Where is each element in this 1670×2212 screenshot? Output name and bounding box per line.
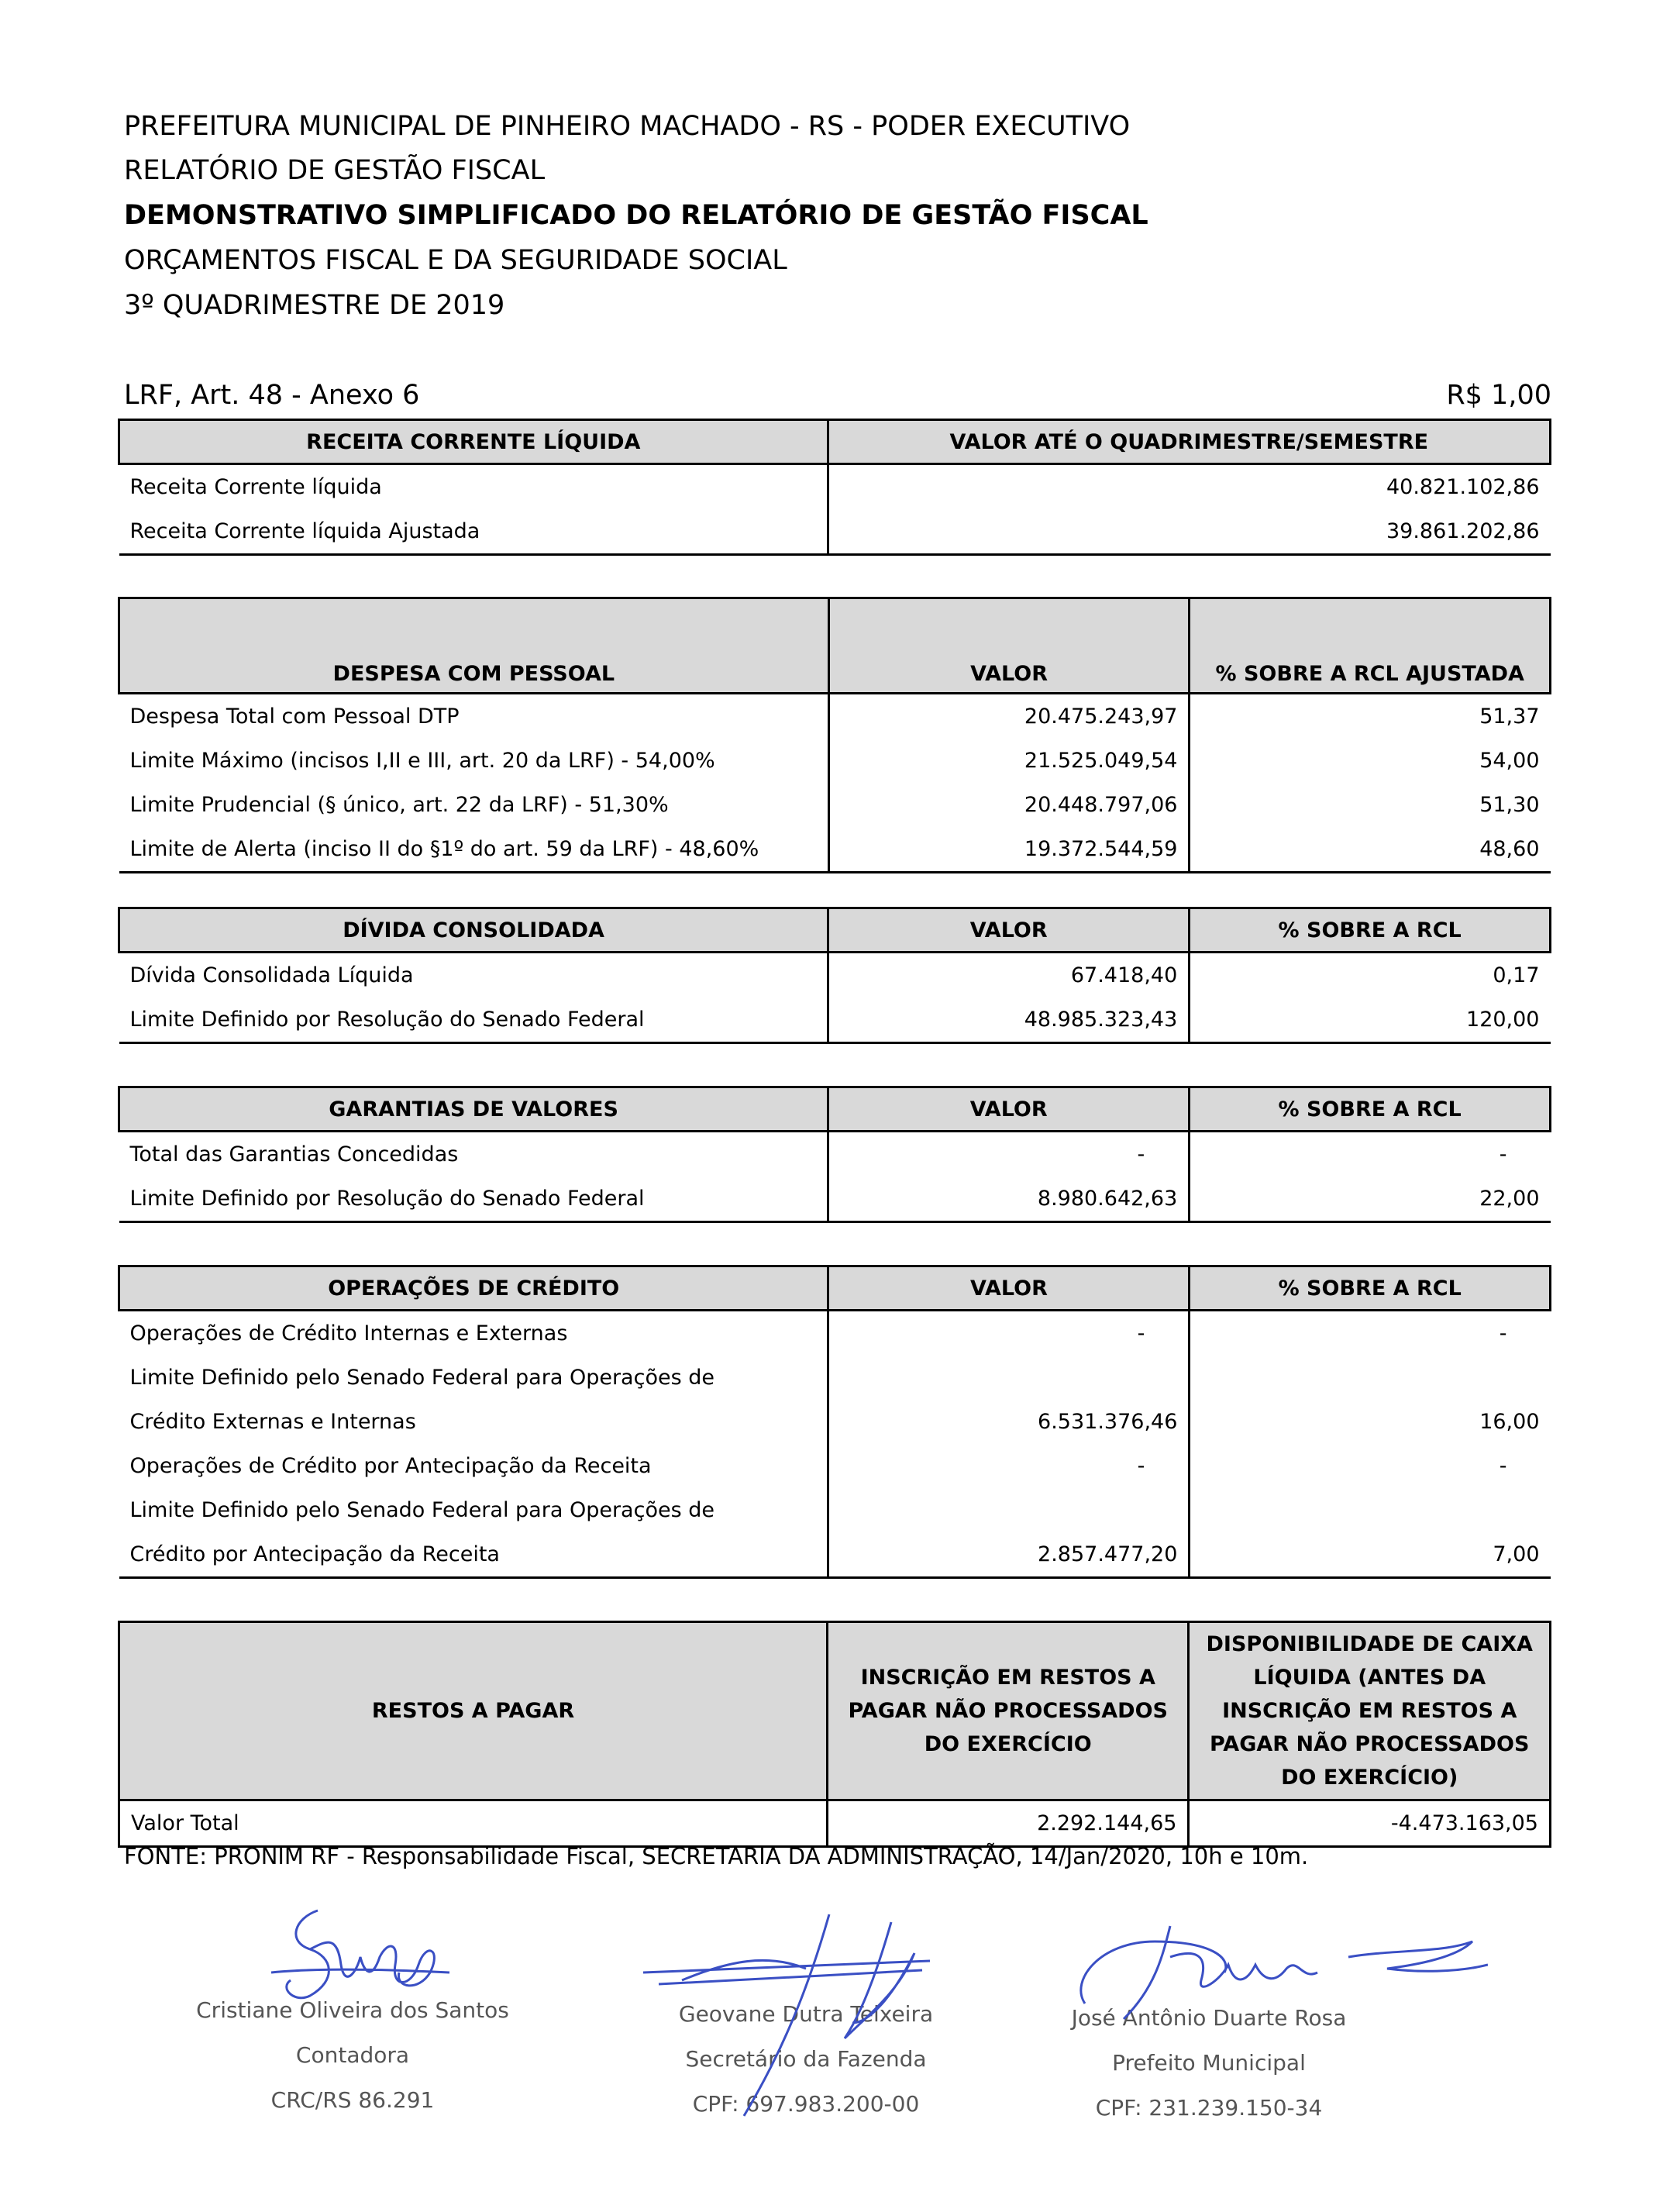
- handwritten-signature: [635, 1907, 961, 2131]
- row-percent: 7,00: [1190, 1532, 1551, 1578]
- signer-role: Prefeito Municipal: [1112, 2050, 1306, 2076]
- signer-name: Cristiane Oliveira dos Santos: [196, 1997, 509, 2023]
- handwritten-signature: [1054, 1911, 1488, 2035]
- row-label: Operações de Crédito por Antecipação da Receita: [129, 1454, 652, 1478]
- column-header: % SOBRE A RCL: [1190, 908, 1551, 953]
- column-header: % SOBRE A RCL AJUSTADA: [1190, 598, 1551, 694]
- row-value: 67.418,40: [828, 953, 1190, 998]
- row-label: Receita Corrente líquida: [129, 475, 382, 499]
- consolidated-debt-table: [118, 907, 1551, 1044]
- row-percent: 0,17: [1493, 963, 1540, 987]
- row-label: Operações de Crédito Internas e Externas: [129, 1321, 568, 1345]
- row-value: -: [828, 1311, 1190, 1356]
- unpaid-commitments-table: [118, 1621, 1551, 1848]
- table-row: [119, 509, 1551, 555]
- column-header: VALOR: [828, 908, 1190, 953]
- personnel-expense-table: [118, 597, 1551, 873]
- signer-role: Contadora: [295, 2042, 410, 2068]
- row-percent: [1190, 1488, 1551, 1532]
- row-value: 20.475.243,97: [828, 694, 1190, 739]
- row-label: Dívida Consolidada Líquida: [129, 963, 414, 987]
- currency-unit: R$ 1,00: [1446, 380, 1551, 411]
- row-label: Limite Prudencial (§ único, art. 22 da LRF) - 51,30%: [129, 793, 669, 817]
- table-row: [119, 1177, 1551, 1222]
- column-header: OPERAÇÕES DE CRÉDITO: [119, 1266, 828, 1311]
- row-value: 2.857.477,20: [828, 1532, 1190, 1578]
- column-header: VALOR: [828, 598, 1190, 694]
- handwritten-signature: [263, 1895, 465, 2019]
- header-title: DEMONSTRATIVO SIMPLIFICADO DO RELATÓRIO DE GESTÃO FISCAL: [124, 200, 1148, 231]
- row-value: [828, 1488, 1190, 1532]
- lrf-reference: LRF, Art. 48 - Anexo 6: [124, 380, 420, 411]
- header-period: 3º QUADRIMESTRE DE 2019: [124, 290, 505, 321]
- header-report-name: RELATÓRIO DE GESTÃO FISCAL: [124, 155, 546, 186]
- signer-name: Geovane Dutra Teixeira: [678, 2001, 934, 2027]
- table-row: [119, 1311, 1551, 1356]
- table-row: [119, 1356, 1551, 1400]
- table-row: [119, 1400, 1551, 1444]
- table-row: [119, 997, 1551, 1043]
- row-value: [828, 1356, 1190, 1400]
- signer-id: CRC/RS 86.291: [270, 2087, 435, 2113]
- signer-name: José Antônio Duarte Rosa: [1071, 2005, 1347, 2031]
- column-header: % SOBRE A RCL: [1190, 1266, 1551, 1311]
- signer-id: CPF: 231.239.150-34: [1095, 2095, 1323, 2121]
- row-label: Valor Total: [119, 1800, 828, 1847]
- row-percent: [1190, 1356, 1551, 1400]
- signature-block-accountant: [178, 1988, 527, 2123]
- row-label: Limite Definido por Resolução do Senado Federal: [119, 1177, 828, 1222]
- row-percent: 120,00: [1190, 997, 1551, 1043]
- column-header: % SOBRE A RCL: [1190, 1087, 1551, 1132]
- row-percent: -: [1499, 1321, 1507, 1345]
- table-row: [119, 464, 1551, 510]
- table-row: [119, 1444, 1551, 1488]
- guarantees-table: [118, 1086, 1551, 1223]
- row-percent: 16,00: [1479, 1410, 1540, 1434]
- row-label: Total das Garantias Concedidas: [129, 1142, 459, 1166]
- column-header: RECEITA CORRENTE LÍQUIDA: [119, 420, 828, 464]
- row-value: 21.525.049,54: [828, 739, 1190, 783]
- table-row: [119, 1800, 1551, 1847]
- table-row: [119, 739, 1551, 783]
- signer-role: Secretário da Fazenda: [685, 2046, 927, 2072]
- table-row: [119, 953, 1551, 998]
- row-value: 39.861.202,86: [828, 509, 1550, 555]
- row-value: 8.980.642,63: [828, 1177, 1190, 1222]
- row-value: -: [828, 1444, 1190, 1488]
- column-header: VALOR: [828, 1087, 1190, 1132]
- row-percent: -4.473.163,05: [1189, 1800, 1551, 1847]
- row-percent: 54,00: [1479, 749, 1540, 773]
- row-label: Despesa Total com Pessoal DTP: [129, 705, 460, 729]
- row-percent: 51,37: [1479, 705, 1540, 729]
- table-row: [119, 694, 1551, 739]
- header-budgets: ORÇAMENTOS FISCAL E DA SEGURIDADE SOCIAL: [124, 245, 787, 276]
- signature-block-treasury: [635, 1992, 976, 2127]
- row-label: Limite Definido por Resolução do Senado Federal: [119, 997, 828, 1043]
- table-row: [119, 1532, 1551, 1578]
- column-header: VALOR ATÉ O QUADRIMESTRE/SEMESTRE: [828, 420, 1550, 464]
- row-label: Limite Definido pelo Senado Federal para Operações de: [129, 1498, 714, 1522]
- column-header: INSCRIÇÃO EM RESTOS A PAGAR NÃO PROCESSADOS DO EXERCÍCIO: [828, 1622, 1189, 1800]
- row-percent: 22,00: [1190, 1177, 1551, 1222]
- row-label: Receita Corrente líquida Ajustada: [119, 509, 828, 555]
- row-value: 19.372.544,59: [828, 827, 1190, 873]
- signer-id: CPF: 697.983.200-00: [692, 2091, 920, 2117]
- row-value: 2.292.144,65: [828, 1800, 1189, 1847]
- column-header: DÍVIDA CONSOLIDADA: [119, 908, 828, 953]
- row-value: 6.531.376,46: [828, 1400, 1190, 1444]
- row-value: 40.821.102,86: [828, 464, 1550, 510]
- row-label: Limite Máximo (incisos I,II e III, art. 20 da LRF) - 54,00%: [129, 749, 715, 773]
- credit-operations-table: [118, 1265, 1551, 1579]
- table-row: [119, 827, 1551, 873]
- column-header: DISPONIBILIDADE DE CAIXA LÍQUIDA (ANTES DA INSCRIÇÃO EM RESTOS A PAGAR NÃO PROCESSADOS DO EXERCÍCIO): [1189, 1622, 1551, 1800]
- source-note: FONTE: PRONIM RF - Responsabilidade Fiscal, SECRETARIA DA ADMINISTRAÇÃO, 14/Jan/2020, 10h e 10m.: [124, 1843, 1309, 1869]
- row-percent: 48,60: [1190, 827, 1551, 873]
- row-value: 20.448.797,06: [828, 783, 1190, 827]
- rcl-table: [118, 419, 1551, 556]
- row-percent: 51,30: [1479, 793, 1540, 817]
- column-header: GARANTIAS DE VALORES: [119, 1087, 828, 1132]
- table-row: [119, 783, 1551, 827]
- table-row: [119, 1132, 1551, 1177]
- column-header: VALOR: [828, 1266, 1190, 1311]
- row-percent: -: [1499, 1454, 1507, 1478]
- row-label: Crédito por Antecipação da Receita: [119, 1532, 828, 1578]
- row-label: Limite de Alerta (inciso II do §1º do art. 59 da LRF) - 48,60%: [119, 827, 829, 873]
- column-header: DESPESA COM PESSOAL: [119, 598, 829, 694]
- signature-block-mayor: [1031, 1996, 1387, 2131]
- row-value: 48.985.323,43: [828, 997, 1190, 1043]
- row-value: -: [828, 1132, 1190, 1177]
- row-label: Limite Definido pelo Senado Federal para Operações de: [129, 1366, 714, 1390]
- row-percent: -: [1499, 1142, 1507, 1166]
- row-label: Crédito Externas e Internas: [129, 1410, 416, 1434]
- table-row: [119, 1488, 1551, 1532]
- column-header: RESTOS A PAGAR: [119, 1622, 828, 1800]
- header-municipality: PREFEITURA MUNICIPAL DE PINHEIRO MACHADO - RS - PODER EXECUTIVO: [124, 111, 1131, 142]
